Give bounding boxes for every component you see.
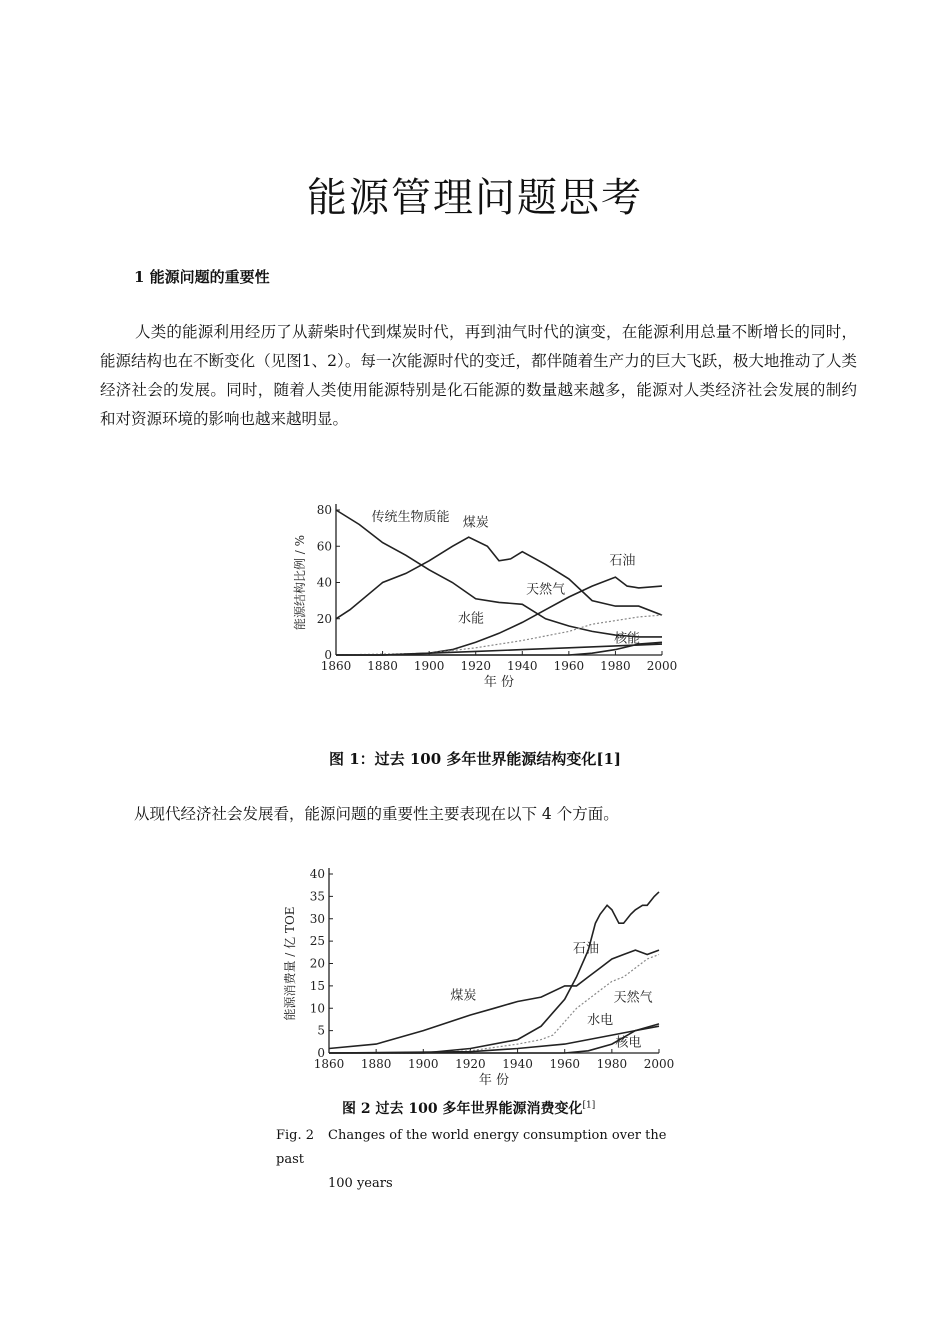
x-tick-label: 2000 [643, 1057, 675, 1071]
series-line-2 [329, 950, 659, 1051]
y-tick-label: 40 [309, 867, 325, 881]
y-tick-label: 60 [316, 539, 332, 554]
figure1-caption: 图 1：过去 100 多年世界能源结构变化[1] [328, 750, 622, 768]
y-tick-label: 0 [324, 648, 332, 662]
series-line-1 [329, 892, 659, 1053]
figure2-caption-text: 图 2 过去 100 多年世界能源消费变化 [342, 1101, 583, 1117]
x-tick-label: 1920 [460, 659, 491, 673]
figure2-caption-ref: [1] [582, 1100, 596, 1111]
x-axis-label: 年 份 [483, 675, 515, 690]
series-label-4: 天然气 [526, 582, 566, 598]
x-tick-label: 1860 [313, 1057, 345, 1071]
figure2-caption-cn [342, 1098, 595, 1118]
figure2-caption-en-line2: 100 years [328, 1176, 393, 1191]
x-tick-label: 1980 [596, 1057, 628, 1071]
series-line-5 [329, 1024, 659, 1053]
document-title: 能源管理问题思考 [307, 175, 643, 221]
x-tick-label: 1900 [408, 1057, 439, 1071]
x-tick-label: 2000 [646, 659, 678, 673]
x-tick-label: 1880 [367, 659, 398, 673]
x-tick-label: 1980 [600, 659, 631, 673]
y-tick-label: 15 [309, 978, 325, 993]
x-axis-label: 年 份 [478, 1073, 510, 1088]
y-axis-label: 能源结构比例 / % [293, 534, 307, 631]
section-heading: 1 能源问题的重要性 [134, 268, 270, 286]
figure2-caption-en-line1: Changes of the world energy consumption over the past [276, 1128, 667, 1167]
x-tick-label: 1960 [549, 1057, 580, 1071]
series-label-2: 煤炭 [462, 515, 489, 531]
series-label-3: 石油 [609, 553, 636, 569]
y-tick-label: 20 [316, 611, 332, 626]
series-line-3 [329, 955, 659, 1054]
body-paragraph-2: 从现代经济社会发展看，能源问题的重要性主要表现在以下 4 个方面。 [134, 805, 619, 823]
x-tick-label: 1860 [320, 659, 352, 673]
series-label-3: 天然气 [613, 990, 653, 1006]
series-label-1: 传统生物质能 [371, 509, 450, 525]
y-tick-label: 30 [309, 911, 325, 926]
y-tick-label: 40 [316, 575, 332, 590]
y-axis-label: 能源消费量 / 亿 TOE [283, 906, 297, 1021]
series-label-2: 煤炭 [450, 988, 477, 1004]
x-tick-label: 1940 [502, 1057, 533, 1071]
x-tick-label: 1900 [413, 659, 445, 673]
x-tick-label: 1880 [360, 1057, 392, 1071]
y-tick-label: 25 [309, 934, 325, 949]
x-tick-label: 1920 [455, 1057, 486, 1071]
series-label-1: 石油 [572, 941, 599, 957]
y-tick-label: 0 [317, 1046, 325, 1060]
series-line-1 [336, 510, 662, 637]
y-tick-label: 80 [316, 503, 332, 517]
y-tick-label: 5 [317, 1023, 325, 1038]
y-tick-label: 35 [309, 889, 325, 904]
series-label-4: 水电 [587, 1012, 614, 1028]
y-tick-label: 10 [309, 1001, 325, 1016]
body-paragraph: 人类的能源利用经历了从薪柴时代到煤炭时代，再到油气时代的演变，在能源利用总量不断增长的同时，能源结构也在不断变化（见图1、2）。每一次能源时代的变迁，都伴随着生产力的巨大飞跃，极大地推动了人类经济社会的发展。同时，随着人类使用能源特别是化石能源的数量越来越多，能源对人类经济社会发展的制约和对资源环境的影响也越来越明显。 [100, 323, 857, 428]
series-label-5: 水能 [458, 611, 485, 627]
x-tick-label: 1940 [507, 659, 538, 673]
figure2-caption-en [276, 1124, 696, 1196]
x-tick-label: 1960 [553, 659, 585, 673]
figure2-chart [272, 845, 692, 1090]
series-label-6: 核能 [614, 631, 641, 647]
series-line-4 [329, 1026, 659, 1053]
series-label-5: 核电 [615, 1035, 642, 1051]
figure2-caption-en-label: Fig. 2 [276, 1128, 315, 1143]
figure1-chart [290, 488, 690, 700]
y-tick-label: 20 [309, 956, 325, 971]
